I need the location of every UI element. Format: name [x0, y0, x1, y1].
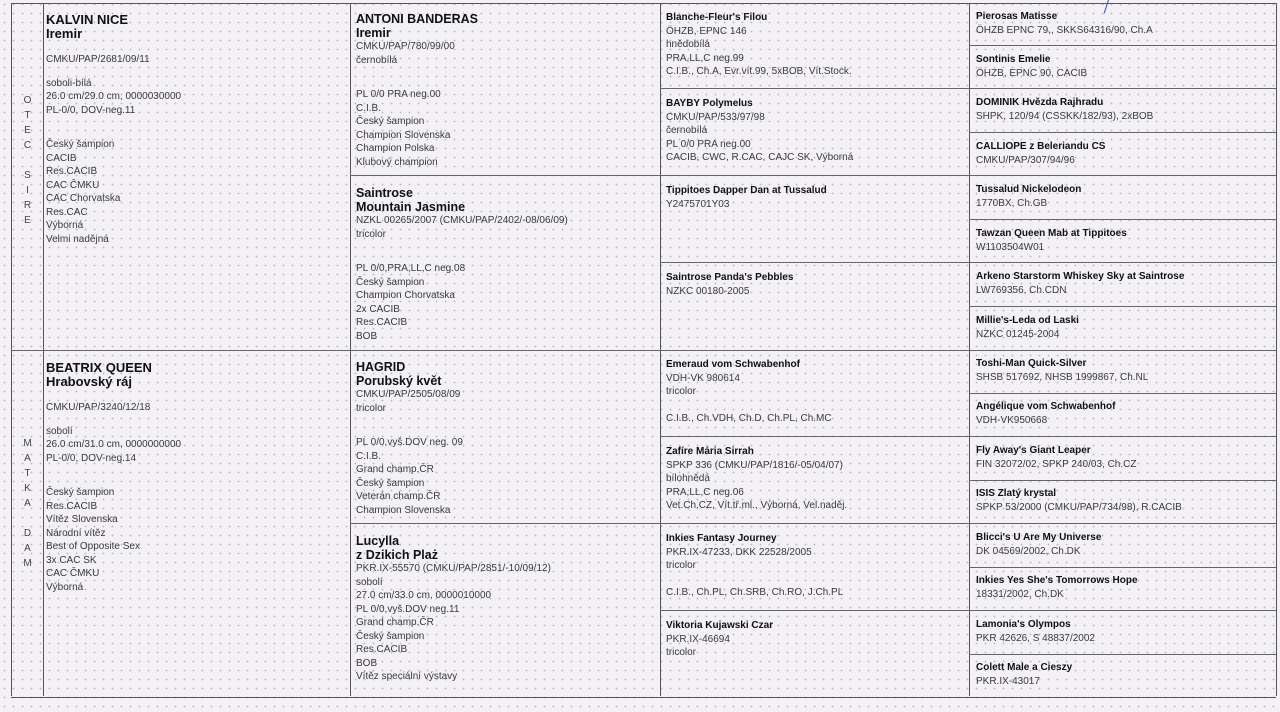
g3-ancestor-cell: [976, 618, 1095, 645]
great-grandparent-cell: [666, 532, 843, 600]
dog-info: tricolor: [666, 386, 697, 397]
sire-title: Res.CACIB: [46, 166, 98, 177]
dog-name: Pierosas Matisse: [976, 11, 1058, 22]
g3-ancestor-cell: [976, 357, 1148, 384]
divider: [969, 654, 1276, 655]
dog-info: PKR.IX-46694: [666, 633, 730, 645]
dog-info: SHPK, 120/94 (CSSKK/182/93), 2xBOB: [976, 110, 1154, 122]
dog-reg: NZKL 00265/2007 (CMKU/PAP/2402/-08/06/09): [356, 215, 568, 226]
dog-name: Tawzan Queen Mab at Tippitoes: [976, 228, 1127, 239]
dog-info: PKR.IX-43017: [976, 675, 1040, 687]
sire-title: Výborná: [46, 220, 84, 231]
dog-info: Champion Chorvatska: [356, 290, 455, 301]
dog-info: VDH-VK 980614: [666, 372, 740, 384]
g3-ancestor-cell: [976, 183, 1081, 210]
divider: [1276, 3, 1277, 696]
dog-info: BOB: [356, 330, 378, 342]
dog-name: Zafíre Mária Sirrah: [666, 446, 754, 457]
divider: [660, 262, 1276, 263]
dog-info: 2x CACIB: [356, 303, 400, 315]
dog-name: CALLIOPE z Beleriandu CS: [976, 141, 1106, 152]
dog-kennel: z Dzikich Plaż: [356, 547, 438, 562]
dog-info: Český šampion: [356, 630, 425, 642]
dog-info: LW769356, Ch.CDN: [976, 284, 1067, 296]
dam-side-label: M A T K A D A M: [23, 438, 32, 569]
divider: [350, 175, 1276, 176]
g3-ancestor-cell: [976, 10, 1153, 37]
dog-info: 27.0 cm/33.0 cm, 0000010000: [356, 590, 492, 601]
dog-name: Saintrose Panda's Pebbles: [666, 272, 794, 283]
dam-title: Res.CACIB: [46, 500, 98, 512]
dog-name: Inkies Yes She's Tomorrows Hope: [976, 575, 1138, 586]
dog-info: 18331/2002, Ch.DK: [976, 588, 1064, 600]
dog-info: Grand champ.ČR: [356, 617, 434, 628]
dog-name: Fly Away's Giant Leaper: [976, 445, 1091, 456]
dog-info: BOB: [356, 657, 378, 669]
g3-ancestor-cell: [976, 314, 1079, 341]
g3-ancestor-cell: [976, 96, 1153, 123]
sire-side-label: O T E C S I R E: [23, 95, 32, 226]
divider: [969, 306, 1276, 307]
dam-title: Výborná: [46, 581, 84, 593]
dog-name: Lucylla: [356, 534, 400, 548]
dog-info: Klubový champion: [356, 156, 438, 168]
dog-info: SHSB 517692, NHSB 1999867, Ch.NL: [976, 371, 1149, 383]
granddam-maternal-cell: [356, 535, 551, 684]
divider: [969, 393, 1276, 394]
sire-info: PL-0/0, DOV-neg.11: [46, 104, 136, 116]
dog-info: C.I.B., Ch.A, Evr.vít.99, 5xBOB, Vít.Stock.: [666, 66, 852, 77]
dog-info: černobílá: [666, 125, 708, 136]
dog-info: Champion Slovenska: [356, 129, 451, 141]
dog-info: Champion Polska: [356, 143, 435, 154]
g3-ancestor-cell: [976, 574, 1138, 601]
dam-info: PL-0/0, DOV-neg.14: [46, 452, 137, 464]
divider: [11, 350, 1276, 351]
dog-name: BAYBY Polymelus: [666, 98, 753, 109]
dog-info: Veterán champ.ČR: [356, 491, 441, 502]
dam-info: 26.0 cm/31.0 cm, 0000000000: [46, 439, 182, 450]
dog-info: C.I.B.: [356, 450, 382, 462]
dog-kennel: Iremir: [356, 25, 391, 40]
dog-name: DOMINIK Hvězda Rajhradu: [976, 97, 1104, 108]
dog-name: Saintrose: [356, 186, 413, 200]
dog-info: PRA,LL,C neg.99: [666, 52, 744, 64]
divider: [660, 436, 1276, 437]
dog-name: ISIS Zlatý krystal: [976, 488, 1057, 499]
dog-info: SPKP 53/2000 (CMKU/PAP/734/98), R.CACIB: [976, 501, 1182, 513]
dog-name: Arkeno Starstorm Whiskey Sky at Saintrose: [976, 271, 1185, 282]
dog-info: PKR.IX-47233, DKK 22528/2005: [666, 546, 812, 558]
dog-name: Tippitoes Dapper Dan at Tussalud: [666, 185, 827, 196]
dog-color: černobílá: [356, 54, 398, 66]
dog-info: hnědobílá: [666, 39, 710, 50]
g3-ancestor-cell: [976, 270, 1184, 297]
dog-info: Vítěz speciální výstavy: [356, 671, 458, 682]
dam-title: 3x CAC SK: [46, 554, 97, 566]
dog-info: C.I.B., Ch.VDH, Ch.D, Ch.PL, Ch.MC: [666, 413, 832, 424]
sire-info: 26.0 cm/29.0 cm, 0000030000: [46, 91, 182, 102]
dog-info: PL 0/0,PRA,LL,C neg.08: [356, 263, 466, 274]
dog-info: W1103504W01: [976, 241, 1045, 253]
dog-info: Český šampion: [356, 116, 425, 127]
dog-name: Tussalud Nickelodeon: [976, 184, 1082, 195]
dog-info: NZKC 00180-2005: [666, 285, 750, 297]
dog-info: PL 0/0,vyš.DOV neg. 09: [356, 437, 463, 448]
great-grandparent-cell: [666, 445, 847, 513]
g3-ancestor-cell: [976, 531, 1101, 558]
divider: [969, 480, 1276, 481]
dog-info: bílohnědá: [666, 473, 710, 484]
dog-info: Grand champ.ČR: [356, 464, 434, 475]
divider: [350, 523, 1276, 524]
great-grandparent-cell: [666, 358, 832, 426]
dog-reg: CMKU/PAP/2505/08/09: [356, 389, 461, 400]
great-grandparent-cell: [666, 97, 853, 165]
dog-info: ÖHZB, EPNC 90, CACIB: [976, 67, 1088, 79]
g3-ancestor-cell: [976, 140, 1105, 167]
g3-ancestor-cell: [976, 661, 1072, 688]
dog-name: Lamonia's Olympos: [976, 619, 1071, 630]
sire-title: Res.CAC: [46, 206, 88, 218]
divider: [969, 45, 1276, 46]
grandsire-paternal-cell: [356, 13, 478, 169]
dog-info: Res.CACIB: [356, 644, 408, 655]
dog-info: CACIB, CWC, R.CAC, CAJC SK, Výborná: [666, 152, 854, 163]
dog-name: Toshi-Man Quick-Silver: [976, 358, 1087, 369]
dam-kennel: Hrabovský ráj: [46, 374, 132, 389]
dam-cell: [46, 361, 181, 594]
dog-name: Millie's-Leda od Laski: [976, 315, 1079, 326]
dog-name: Angélique vom Schwabenhof: [976, 401, 1116, 412]
dog-kennel: Porubský květ: [356, 373, 442, 388]
g3-ancestor-cell: [976, 53, 1087, 80]
sire-kennel: Iremir: [46, 26, 83, 41]
sire-cell: [46, 13, 181, 246]
sire-title: CAC ČMKU: [46, 179, 100, 191]
divider: [969, 219, 1276, 220]
dog-name: ANTONI BANDERAS: [356, 12, 478, 26]
great-grandparent-cell: [666, 11, 852, 79]
dog-info: PRA,LL,C neg.06: [666, 486, 744, 498]
g3-ancestor-cell: [976, 444, 1136, 471]
divider: [969, 132, 1276, 133]
great-grandparent-cell: [666, 184, 827, 211]
sire-title: CACIB: [46, 152, 77, 164]
dog-name: Inkies Fantasy Journey: [666, 533, 777, 544]
dog-info: Český šampion: [356, 276, 425, 288]
g3-ancestor-cell: [976, 400, 1115, 427]
dog-info: C.I.B.: [356, 102, 382, 114]
dog-info: Český šampion: [356, 477, 425, 489]
dam-title: Český šampion: [46, 487, 115, 498]
dog-info: PL 0/0 PRA neg.00: [666, 138, 751, 150]
dog-info: PL 0/0,vyš.DOV neg.11: [356, 603, 460, 615]
sire-title: Český šampion: [46, 139, 115, 150]
sire-title: CAC Chorvatska: [46, 193, 121, 204]
dam-title: Best of Opposite Sex: [46, 541, 140, 552]
dog-name: Blanche-Fleur's Filou: [666, 12, 768, 23]
dog-info: [666, 399, 832, 413]
dog-info: NZKC 01245-2004: [976, 328, 1060, 340]
dog-info: 1770BX, Ch.GB: [976, 197, 1048, 209]
dog-info: Y2475701Y03: [666, 198, 730, 210]
granddam-paternal-cell: [356, 187, 568, 343]
sire-info: soboli-bílá: [46, 77, 92, 89]
dog-info: ÖHZB EPNC 79,, SKKS64316/90, Ch.A: [976, 24, 1153, 36]
dog-info: SPKP 336 (CMKU/PAP/1816/-05/04/07): [666, 459, 843, 471]
dam-name: BEATRIX QUEEN: [46, 360, 152, 375]
dog-info: [666, 573, 843, 587]
dog-color: sobolí: [356, 576, 383, 588]
dam-reg: CMKU/PAP/3240/12/18: [46, 402, 151, 413]
dog-info: Champion Slovenska: [356, 504, 451, 516]
g3-ancestor-cell: [976, 227, 1127, 254]
dog-name: Sontinis Emelie: [976, 54, 1051, 65]
dog-reg: PKR.IX-55570 (CMKU/PAP/2851/-10/09/12): [356, 563, 551, 574]
dog-info: FIN 32072/02, SPKP 240/03, Ch.CZ: [976, 458, 1137, 470]
sire-name: KALVIN NICE: [46, 12, 129, 27]
sire-title: Velmi nadějná: [46, 233, 109, 245]
great-grandparent-cell: [666, 619, 773, 660]
dam-info: sobolí: [46, 425, 73, 437]
dog-info: PL 0/0 PRA neg.00: [356, 89, 441, 100]
dog-color: tricolor: [356, 402, 387, 414]
g3-ancestor-cell: [976, 487, 1182, 514]
dog-info: Res.CACIB: [356, 317, 408, 328]
divider: [660, 610, 1276, 611]
dog-info: C.I.B., Ch.PL, Ch.SRB, Ch.RO, J.Ch.PL: [666, 587, 844, 598]
dog-name: HAGRID: [356, 360, 406, 374]
grandsire-maternal-cell: [356, 361, 463, 517]
dog-color: tricolor: [356, 228, 387, 240]
dog-info: ÖHZB, EPNC 146: [666, 25, 747, 37]
dog-info: PKR 42626, S 48837/2002: [976, 632, 1095, 644]
dog-info: DK 04569/2002, Ch.DK: [976, 545, 1081, 557]
sire-reg: CMKU/PAP/2681/09/11: [46, 54, 150, 65]
dam-title: Vítěz Slovenska: [46, 514, 118, 525]
dog-name: Emeraud vom Schwabenhof: [666, 359, 800, 370]
dog-info: Vet.Ch.CZ, Vít.tř.ml., Výborná, Vel.naděj.: [666, 500, 848, 511]
dog-info: VDH-VK950668: [976, 414, 1048, 426]
divider: [969, 567, 1276, 568]
divider: [660, 88, 1276, 89]
dog-info: tricolor: [666, 647, 697, 658]
great-grandparent-cell: [666, 271, 793, 298]
dog-name: Colett Male a Cieszy: [976, 662, 1073, 673]
dog-name: Blicci's U Are My Universe: [976, 532, 1102, 543]
dog-reg: CMKU/PAP/780/99/00: [356, 41, 455, 52]
dog-info: CMKU/PAP/307/94/96: [976, 154, 1075, 166]
dog-info: tricolor: [666, 560, 697, 571]
dam-title: Národní vítěz: [46, 527, 106, 539]
dog-info: CMKU/PAP/533/97/98: [666, 111, 765, 123]
dog-name: Viktoria Kujawski Czar: [666, 620, 774, 631]
dog-kennel: Mountain Jasmine: [356, 199, 466, 214]
dam-title: CAC ČMKU: [46, 568, 100, 579]
